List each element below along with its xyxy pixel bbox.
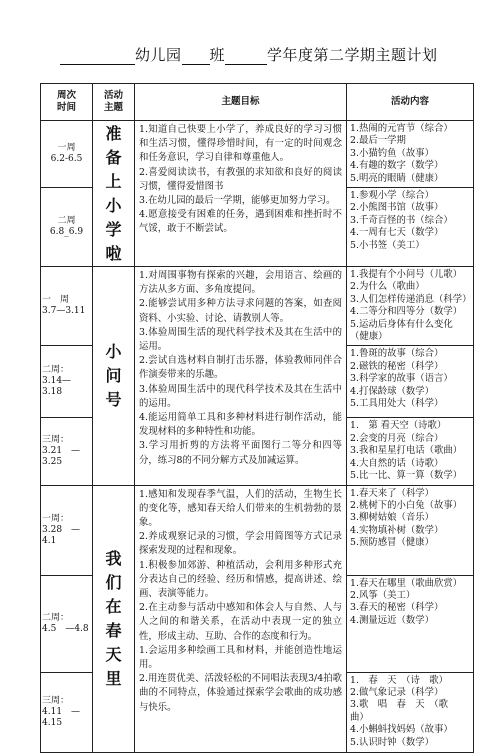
table-row xyxy=(41,485,474,575)
activity-item: 4.测量远近（数学） xyxy=(350,614,434,626)
kindergarten-name-blank[interactable] xyxy=(60,49,135,65)
class-name-blank[interactable] xyxy=(182,49,210,65)
kindergarten-word: 幼儿园 xyxy=(135,46,182,64)
activity-item: 3.柳树姑娘（音乐） xyxy=(350,512,434,524)
school-year-blank[interactable] xyxy=(225,49,267,65)
header-theme: 活动 主题 xyxy=(93,84,135,121)
activity-item: 4.小蝌蚪找妈妈（故事） xyxy=(350,724,453,736)
theme-name-cell xyxy=(93,485,135,752)
header-row xyxy=(41,84,474,121)
goal-item: 2.尝试自选材料自制打击乐器，体验教师同伴合作演奏带来的乐趣。 xyxy=(139,355,342,381)
activity-cell xyxy=(347,575,474,672)
goal-cell xyxy=(135,485,347,752)
class-word: 班 xyxy=(209,46,226,64)
goal-item: 4.能运用简单工具和多种材料进行制作活动，能发现材料的多种特性和功能。 xyxy=(139,412,342,438)
goal-item: 1.会运用多种绘画工具和材料，并能创造性地运用。 xyxy=(139,644,342,670)
week-cell: 三周： 4.11 —4.15 xyxy=(41,672,93,752)
activity-item: 2.桃树下的小白兔（故事） xyxy=(350,499,463,511)
week-cell: 一周： 3.28 —4.1 xyxy=(41,485,93,575)
goal-item: 4.愿意接受有困难的任务，遇到困难和挫折时不气馁，敢于不断尝试。 xyxy=(139,209,342,235)
activity-item: 1.春天在哪里（歌曲欣赏） xyxy=(350,577,463,589)
activity-item: 5.预防感冒（健康） xyxy=(350,537,434,549)
activity-item: 1.热闹的元宵节（综合） xyxy=(350,123,453,134)
goal-item: 3.体验周围生活中的现代科学技术及其在生活中的运用。 xyxy=(139,383,342,409)
activity-item: 4.大自然的话（诗歌） xyxy=(350,457,444,469)
activity-item: 5.运动后身体有什么变化（健康） xyxy=(350,318,453,343)
activity-item: 1.春天来了（科学） xyxy=(350,487,434,499)
goal-item: 1.感知和发现春季气温，人们的活动，生物生长的变化等，感知春天给人们带来的生机勃勃的景象。 xyxy=(139,488,342,528)
goal-item: 1.对周围事物有探索的兴趣，会用语言、绘画的方法从多方面、多角度提问。 xyxy=(139,270,342,296)
title-suffix: 学年度第二学期主题计划 xyxy=(267,46,438,64)
activity-cell xyxy=(347,188,474,267)
activity-item: 1.鲁斑的故事（综合） xyxy=(350,348,444,360)
activity-item: 2.最后一学期 xyxy=(350,135,406,147)
activity-item: 3.我和星星打电话（歌曲） xyxy=(350,445,463,457)
header-goal: 主题目标 xyxy=(135,84,347,121)
activity-item: 2.风筝（美工） xyxy=(350,589,416,601)
activity-item: 2.磁铁的秘密（科学） xyxy=(350,360,444,372)
activity-cell xyxy=(347,418,474,485)
goal-item: 3.在幼儿园的最后一学期，能够更加努力学习。 xyxy=(139,195,336,207)
table-row xyxy=(41,121,474,188)
goal-item: 3.学习用折剪的方法将平面图行二等分和四等分，练习8的不同分解方式及加减运算。 xyxy=(139,440,342,466)
activity-item: 4.实物填补树（数学） xyxy=(350,524,444,536)
activity-cell xyxy=(347,267,474,346)
plan-title xyxy=(60,44,480,66)
activity-cell xyxy=(347,121,474,188)
activity-item: 5.认识时钟（数学） xyxy=(350,736,434,748)
activity-item: 4.有趣的数字（数学） xyxy=(350,160,444,172)
goal-item: 2.能够尝试用多种方法寻求问题的答案，如查阅资料、小实验、讨论、请教别人等。 xyxy=(139,298,342,324)
activity-item: 3.小猫钓鱼（故事） xyxy=(350,147,434,159)
week-cell: 二周： 3.14—3.18 xyxy=(41,346,93,418)
goal-item: 2.喜爱阅读读书，有教强的求知欲和良好的阅读习惯，懂得爱惜图书 xyxy=(139,166,342,192)
activity-item: 5.工具用处大（科学） xyxy=(350,398,444,410)
activity-item: 5.明亮的眼睛（健康） xyxy=(350,172,444,184)
theme-name: 小 问 号 xyxy=(105,341,122,409)
theme-name-cell xyxy=(93,267,135,485)
activity-item: 3.千奇百怪的书（综合） xyxy=(350,214,453,226)
goal-item: 1.积极参加郊游、种植活动，会利用多种形式充分表达自己的经验、经历和情感，提高讲述、绘画、表演等能力。 xyxy=(139,559,342,599)
theme-name-cell xyxy=(93,121,135,267)
week-cell: 三周： 3.21 —3.25 xyxy=(41,418,93,485)
theme-name: 准 备 上 小 学 啦 xyxy=(105,123,122,263)
week-cell: 二周 6.8_6.9 xyxy=(41,188,93,267)
activity-item: 3.科学家的故事（语言） xyxy=(350,373,453,385)
activity-item: 4.打保龄球（数学） xyxy=(350,385,434,397)
activity-item: 1.参观小学（综合） xyxy=(350,190,434,202)
activity-item: 4.二等分和四等分（数学） xyxy=(350,306,463,318)
theme-name: 我 们 在 春 天 里 xyxy=(105,548,122,688)
goal-item: 3.体验周围生活的现代科学技术及其在生活中的运用。 xyxy=(139,326,342,353)
week-cell: 一周 6.2-6.5 xyxy=(41,121,93,188)
activity-item: 3.春天的秘密（科学） xyxy=(350,602,444,614)
table-row xyxy=(41,267,474,346)
goal-item: 2.养成观察记录的习惯，学会用简图等方式记录探索发现的过程和现象。 xyxy=(139,531,342,557)
week-cell: 二周： 4.5 —4.8 xyxy=(41,575,93,672)
goal-cell xyxy=(135,267,347,485)
goal-item: 2.用连贯优美、活泼轻松的不同唱法表现3/4拍歌曲的不同特点，体验通过探索学会歌曲的成功感与快乐。 xyxy=(139,673,342,713)
activity-item: 2.做气象记录（科学） xyxy=(350,686,444,698)
activity-item: 2.会变的月亮（综合） xyxy=(350,432,444,444)
header-activities: 活动内容 xyxy=(347,84,474,121)
activity-cell xyxy=(347,672,474,752)
activity-item: 2.为什么（歌曲） xyxy=(350,281,425,293)
activity-item: 3.歌 唱 春 天 （歌 曲） xyxy=(350,699,458,723)
activity-item: 3.人们怎样传递消息（科学） xyxy=(350,293,472,305)
activity-item: 4.一周有七天（数学） xyxy=(350,227,444,239)
activity-item: 2.小熊图书馆（故事） xyxy=(350,202,444,214)
goal-item: 2.在主动参与活动中感知和体会人与自然、人与人之间的和谐关系，在活动中表现一定的独立性，形成主动、互助、合作的态度和行为。 xyxy=(139,602,342,642)
activity-item: 1.我提有个小问号（儿歌） xyxy=(350,269,463,281)
activity-cell xyxy=(347,485,474,575)
theme-plan-table xyxy=(40,83,474,753)
activity-item: 1. 第 看天空（诗歌） xyxy=(350,420,447,432)
week-cell: 一 周 3.7—3.11 xyxy=(41,267,93,346)
activity-item: 1. 春 天 （诗 歌） xyxy=(350,674,449,686)
activity-item: 5.比一比、算一算（数学） xyxy=(350,470,463,482)
goal-cell xyxy=(135,121,347,267)
goal-item: 1.知道自己快要上小学了，养成良好的学习习惯和生活习惯，懂得珍惜时间，有一定的时间观念和任务意识，学习自律和尊重他人。 xyxy=(139,124,342,164)
header-week: 周次 时间 xyxy=(41,84,93,121)
activity-cell xyxy=(347,346,474,418)
activity-item: 5.小书签（美工） xyxy=(350,239,425,251)
